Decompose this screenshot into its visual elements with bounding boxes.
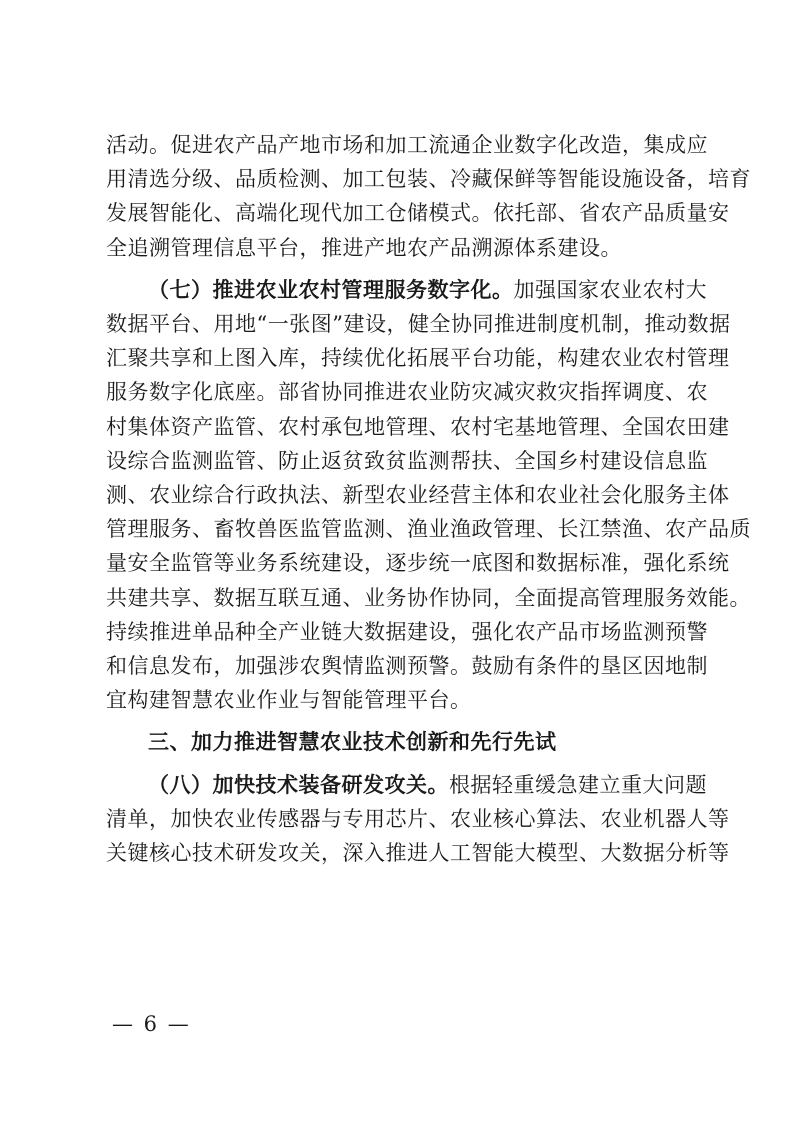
paragraph-lead-rest: 加强国家农业农村大 <box>513 277 707 302</box>
paragraph-lead-rest: 根据轻重缓急建立重大问题 <box>449 772 707 797</box>
paragraph-lead-heading: （七）推进农业农村管理服务数字化。 <box>148 277 514 302</box>
text-line <box>106 768 707 802</box>
text-line: 宜构建智慧农业作业与智能管理平台。 <box>106 688 472 713</box>
text-line: 用清选分级、品质检测、加工包装、冷藏保鲜等智能设施设备，培育 <box>106 167 751 192</box>
text-line: 发展智能化、高端化现代加工仓储模式。依托部、省农产品质量安 <box>106 201 730 226</box>
text-line: 关键核心技术研发攻关，深入推进人工智能大模型、大数据分析等 <box>106 841 730 866</box>
text-line: 服务数字化底座。部省协同推进农业防灾减灾救灾指挥调度、农 <box>106 380 708 405</box>
text-line: 持续推进单品种全产业链大数据建设，强化农产品市场监测预警 <box>106 619 708 644</box>
text-line: 共建共享、数据互联互通、业务协作协同，全面提高管理服务效能。 <box>106 585 751 610</box>
text-line: 汇聚共享和上图入库，持续优化拓展平台功能，构建农业农村管理 <box>106 346 730 371</box>
text-line: 清单，加快农业传感器与专用芯片、农业核心算法、农业机器人等 <box>106 806 730 831</box>
page-number: — 6 — <box>112 1012 191 1036</box>
text-line: 和信息发布，加强涉农舆情监测预警。鼓励有条件的垦区因地制 <box>106 654 708 679</box>
paragraph-eight <box>106 768 730 871</box>
text-line: 测、农业综合行政执法、新型农业经营主体和农业社会化服务主体 <box>106 483 730 508</box>
paragraph-seven <box>106 273 751 718</box>
paragraph-continued <box>106 128 751 265</box>
text-line: 活动。促进农产品产地市场和加工流通企业数字化改造，集成应 <box>106 133 708 157</box>
text-line: 村集体资产监管、农村承包地管理、农村宅基地管理、全国农田建 <box>106 414 730 439</box>
text-line: 全追溯管理信息平台，推进产地农产品溯源体系建设。 <box>106 235 622 260</box>
text-line: 管理服务、畜牧兽医监管监测、渔业渔政管理、长江禁渔、农产品质 <box>106 517 751 542</box>
section-heading: 三、加力推进智慧农业技术创新和先行先试 <box>148 730 557 755</box>
paragraph-lead-heading: （八）加快技术装备研发攻关。 <box>148 772 449 797</box>
text-line: 数据平台、用地“一张图”建设，健全协同推进制度机制，推动数据 <box>106 312 731 337</box>
text-line: 量安全监管等业务系统建设，逐步统一底图和数据标准，强化系统 <box>106 551 730 576</box>
text-line: 设综合监测监管、防止返贫致贫监测帮扶、全国乡村建设信息监 <box>106 448 708 473</box>
body-text <box>106 128 751 870</box>
text-line <box>106 273 707 307</box>
